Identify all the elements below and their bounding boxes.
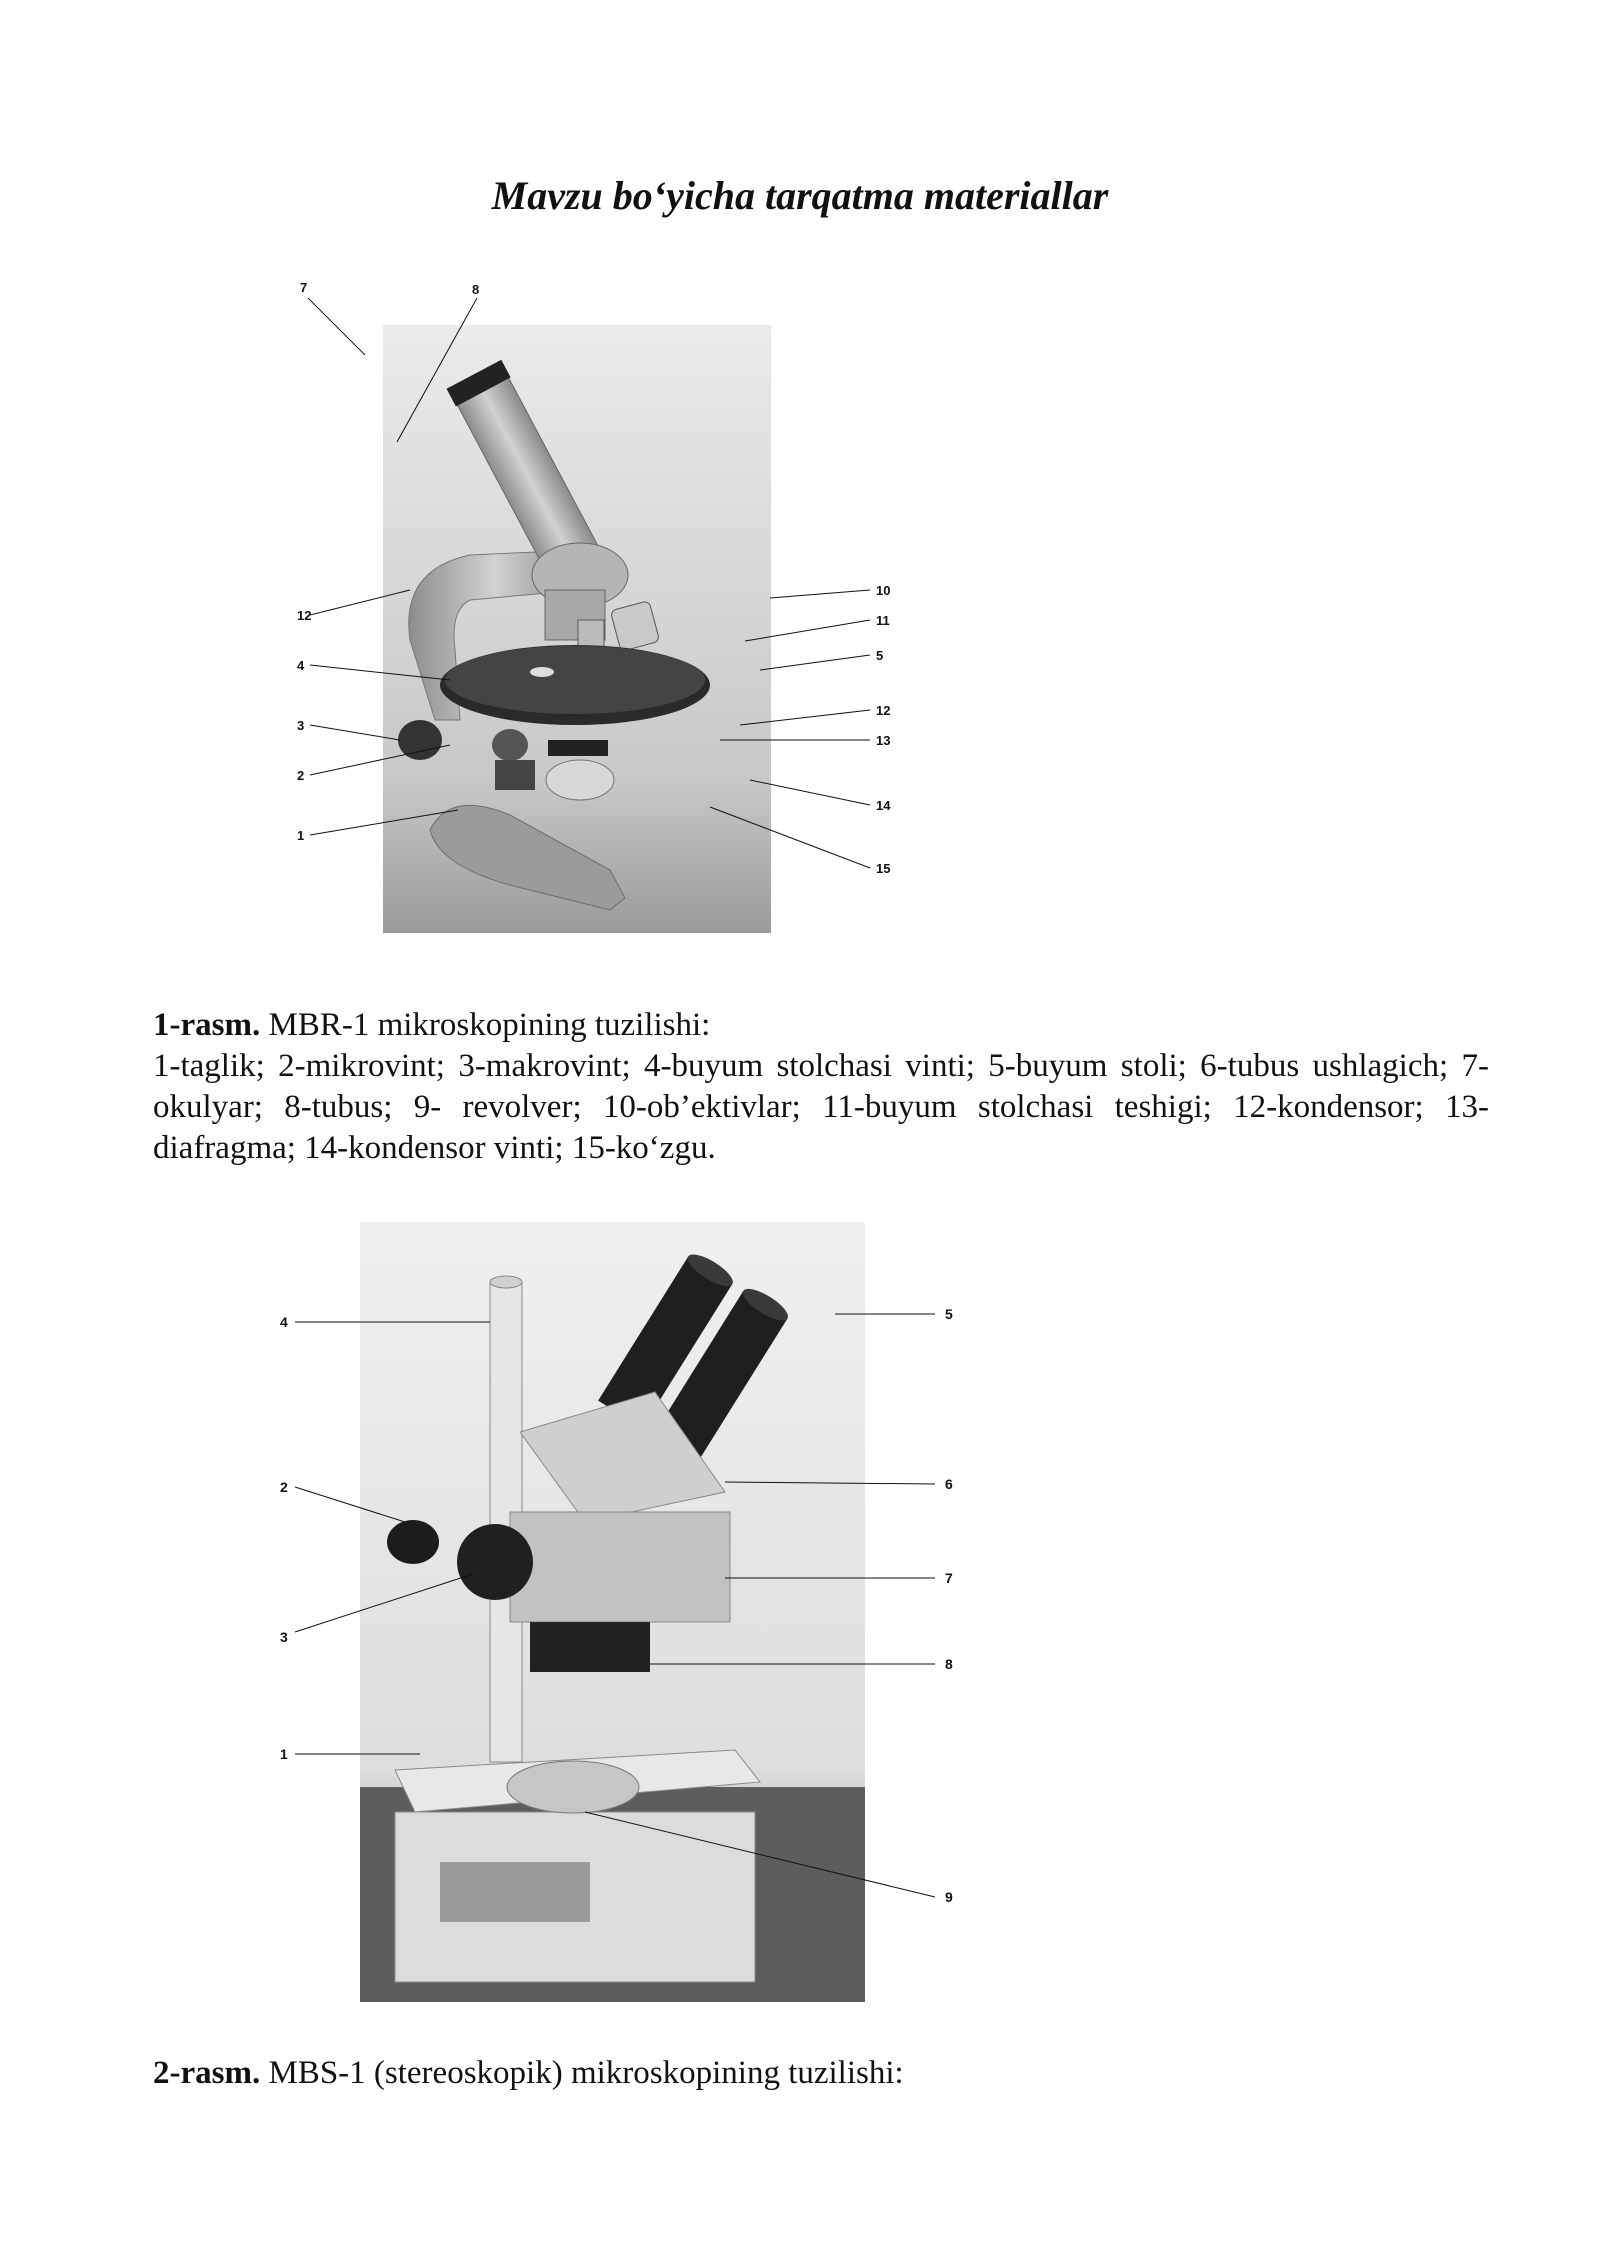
callout-7: 7: [945, 1570, 953, 1586]
caption-title: MBS-1 (stereoskopik) mikroskopining tuzilishi:: [268, 2055, 904, 2091]
callout-1: 1: [280, 1746, 288, 1762]
callout-5: 5: [876, 648, 884, 663]
page-title: Mavzu bo‘yicha tarqatma materiallar: [491, 173, 1109, 218]
figure-2-caption: [153, 2053, 1489, 2094]
figure-1-mbr1-microscope: [280, 270, 920, 940]
callout-9: 9: [945, 1889, 953, 1905]
photo-microscope-1: [383, 325, 771, 933]
callout-8: 8: [945, 1656, 953, 1672]
callout-3: 3: [280, 1629, 288, 1645]
photo-microscope-2: [360, 1222, 865, 2002]
callout-6: 6: [945, 1476, 953, 1492]
callout-13: 13: [876, 733, 891, 748]
callout-8: 8: [472, 282, 480, 297]
caption-label: 2-rasm.: [153, 2055, 261, 2091]
callout-5: 5: [945, 1306, 953, 1322]
callout-1: 1: [297, 828, 305, 843]
callout-11: 11: [876, 613, 890, 628]
callout-14: 14: [876, 798, 891, 813]
callout-7: 7: [300, 280, 308, 295]
callout-15: 15: [876, 861, 891, 876]
callout-12: 12: [876, 703, 891, 718]
callout-2: 2: [280, 1479, 288, 1495]
callout-6: 12: [297, 608, 312, 623]
caption-label: 1-rasm.: [153, 1007, 261, 1043]
figure-2-mbs1-microscope: [255, 1222, 975, 2002]
callout-4: 4: [280, 1314, 288, 1330]
figure-1-caption: [153, 1005, 1489, 1169]
callout-3: 3: [297, 718, 305, 733]
caption-title: MBR-1 mikroskopining tuzilishi:: [268, 1007, 711, 1043]
callout-4: 4: [297, 658, 305, 673]
callout-10: 10: [876, 583, 891, 598]
caption-legend: 1-taglik; 2-mikrovint; 3-makrovint; 4-buyum stolchasi vinti; 5-buyum stoli; 6-tubus ushlagich; 7-okulyar; 8-tubus; 9- revolver; 10-ob’ektivlar; 11-buyum stolchasi teshigi; 12-kondensor; 13-diafragma; 14-kondensor vinti; 15-ko‘zgu.: [153, 1048, 1489, 1166]
callout-2: 2: [297, 768, 305, 783]
